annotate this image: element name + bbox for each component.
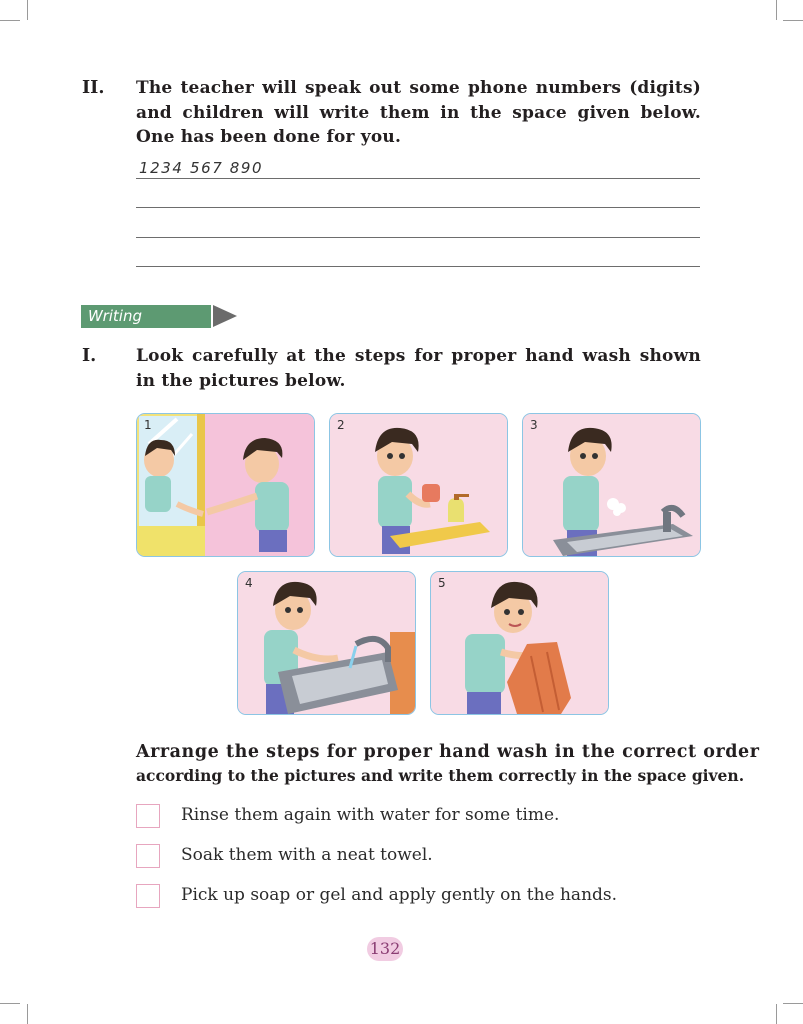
picture-number: 4 [245, 576, 253, 590]
boy-at-mirror-illustration [137, 414, 314, 556]
crop-mark [783, 1003, 803, 1004]
crop-mark [27, 0, 28, 20]
picture-number: 2 [337, 418, 345, 432]
order-answer-box[interactable] [136, 884, 160, 908]
handwash-step-picture [430, 571, 609, 715]
crop-mark [0, 20, 20, 21]
writing-section-header [81, 305, 211, 328]
section-one-number: I. [82, 346, 97, 366]
answer-line[interactable] [136, 266, 700, 267]
answer-line[interactable] [136, 237, 700, 238]
section-two-number: II. [82, 78, 105, 98]
handwash-step-picture [136, 413, 315, 557]
picture-number: 3 [530, 418, 538, 432]
section-one-question: Look carefully at the steps for proper hand wash shown in the pictures below. [136, 346, 701, 391]
crop-mark [776, 0, 777, 20]
picture-number: 1 [144, 418, 152, 432]
step-option-text: Pick up soap or gel and apply gently on the hands. [181, 885, 618, 905]
crop-mark [0, 1003, 20, 1004]
order-answer-box[interactable] [136, 804, 160, 828]
answer-line[interactable] [136, 207, 700, 208]
handwash-step-picture [329, 413, 508, 557]
arrange-instruction [136, 740, 760, 788]
crop-mark [27, 1004, 28, 1024]
picture-number: 5 [438, 576, 446, 590]
crop-mark [783, 20, 803, 21]
boy-drying-hands-with-towel-illustration [431, 572, 608, 714]
writing-label: Writing [88, 307, 142, 325]
crop-mark [776, 1004, 777, 1024]
boy-rinsing-hands-illustration [238, 572, 415, 714]
page-number: 132 [367, 937, 403, 961]
arrow-right-icon [213, 305, 237, 327]
handwash-step-picture [522, 413, 701, 557]
example-phone-number: 1234 567 890 [139, 159, 264, 177]
order-answer-box[interactable] [136, 844, 160, 868]
instruction-line: Arrange the steps for proper hand wash in the correct order [136, 742, 760, 762]
boy-with-soap-illustration [330, 414, 507, 556]
step-option-text: Soak them with a neat towel. [181, 845, 433, 865]
step-option-text: Rinse them again with water for some time. [181, 805, 560, 825]
answer-line[interactable] [136, 178, 700, 179]
boy-lathering-hands-illustration [523, 414, 700, 556]
section-two-question: The teacher will speak out some phone numbers (digits) and children will write them in the space given below. One has been done for you. [136, 78, 701, 147]
instruction-line: according to the pictures and write them correctly in the space given. [136, 766, 745, 785]
handwash-step-picture [237, 571, 416, 715]
